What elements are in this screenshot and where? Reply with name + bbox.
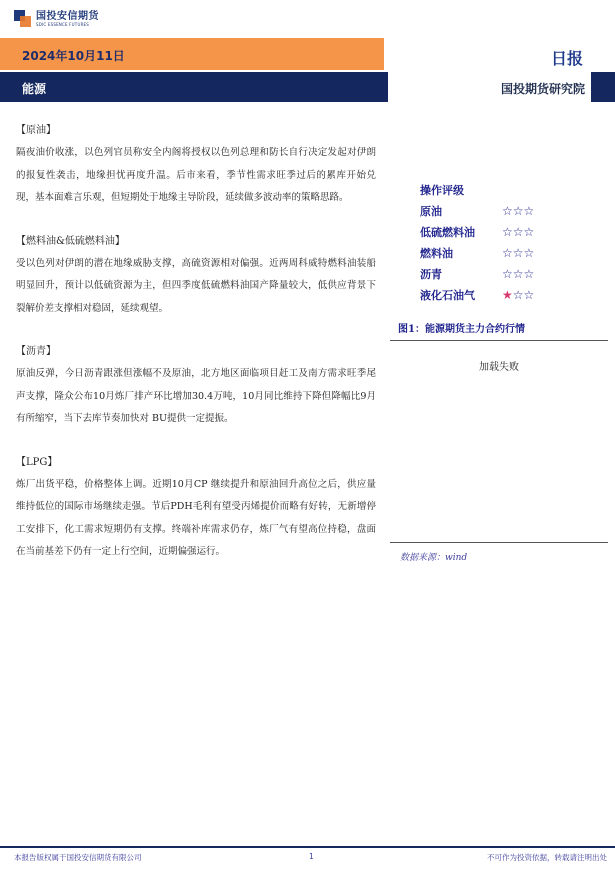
rating-row-asphalt [420, 264, 560, 285]
rating-name: 沥青 [420, 268, 442, 281]
section-body-asphalt: 原油反弹，今日沥青跟涨但涨幅不及原油，北方地区面临项目赶工及南方需求旺季尾声支撑，隆众公布10月炼厂排产环比增加30.4万吨，10月同比维持下降但降幅比9月有所缩窄，当下去库节奏加快对 BU提供一定提振。 [16, 368, 376, 424]
figure-source: 数据来源：wind [400, 553, 468, 563]
figure-top-divider [390, 340, 608, 341]
rating-name: 液化石油气 [420, 289, 475, 302]
star-empty-icon: ☆ [523, 288, 535, 302]
report-date: 2024年10月11日 [22, 49, 125, 63]
section-body-fuel-oil: 受以色列对伊朗的潜在地缘威胁支撑，高硫资源相对偏强。近两周科威特燃料油装船明显回升，预计以低硫资源为主，但四季度低硫燃料油国产降量较大，低供应背景下裂解价差支撑相对稳固，延续观望。 [16, 257, 376, 314]
rating-row-crude [420, 201, 560, 222]
institute-name: 国投期货研究院 [500, 82, 585, 96]
commentary-column [16, 120, 376, 564]
rating-row-lpg [420, 285, 560, 306]
star-filled-icon: ★ [502, 288, 513, 302]
rating-stars-icon: ☆☆☆ [502, 225, 535, 239]
star-empty-icon: ☆ [512, 288, 524, 302]
logo-mark-icon [14, 10, 32, 28]
logo-name-en: SDIC ESSENCE FUTURES [36, 21, 90, 27]
section-heading-crude: 【原油】 [16, 125, 56, 136]
logo-name-cn: 国投安信期货 [36, 10, 99, 22]
section-heading-fuel-oil: 【燃料油&低硫燃料油】 [16, 235, 125, 247]
rating-stars-icon: ☆☆☆ [502, 204, 535, 218]
rating-panel [420, 180, 560, 306]
rating-stars-icon: ☆☆☆ [502, 246, 535, 260]
footer-disclaimer: 不可作为投资依据，转载请注明出处 [487, 853, 607, 862]
rating-row-fuel-oil [420, 243, 560, 264]
rating-name: 低硫燃料油 [420, 226, 475, 239]
section-body-crude: 隔夜油价收涨，以色列官员称安全内阁将授权以色列总理和防长自行决定发起对伊朗的报复性袭击，地缘担忧再度升温。后市来看，季节性需求旺季过后的累库开始兑现，基本面难言乐观，但短期处于地缘主导阶段，延续做多波动率的策略思路。 [16, 147, 376, 203]
figure-bottom-divider [390, 542, 608, 543]
figure-title: 图1：能源期货主力合约行情 [398, 324, 525, 335]
page-number: 1 [309, 852, 314, 861]
footer-divider [0, 846, 615, 848]
section-heading-lpg: 【LPG】 [16, 456, 58, 468]
figure-load-failed-text: 加载失败 [479, 362, 519, 373]
footer-copyright: 本报告版权属于国投安信期货有限公司 [14, 853, 142, 862]
company-logo [14, 8, 99, 30]
sector-label: 能源 [22, 82, 47, 96]
rating-stars-icon [502, 285, 534, 306]
rating-row-low-sulfur [420, 222, 560, 243]
section-body-lpg: 炼厂出货平稳，价格整体上调。近期10月CP 继续提升和原油回升高位之后，供应量维持低位的国际市场继续走强。节后PDH毛利有望受丙烯提价而略有好转，无新增停工安排下，化工需求短期仍有支撑。终端补库需求仍存，炼厂气有望高位持稳，盘面在当前基差下仍有一定上行空间，近期偏强运行。 [16, 478, 376, 557]
rating-name: 燃料油 [420, 247, 453, 260]
report-type-label: 日报 [550, 49, 583, 68]
rating-title: 操作评级 [420, 184, 464, 197]
rating-name: 原油 [420, 205, 442, 218]
rating-stars-icon: ☆☆☆ [502, 267, 535, 281]
section-heading-asphalt: 【沥青】 [16, 346, 56, 357]
